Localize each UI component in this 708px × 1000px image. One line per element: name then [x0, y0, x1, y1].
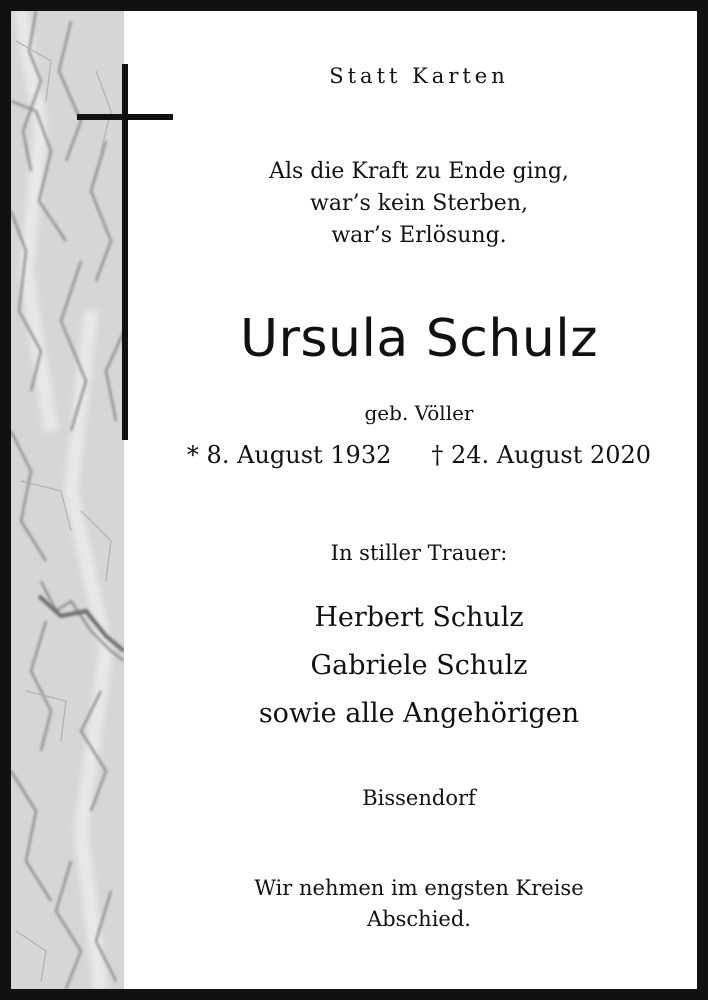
deceased-name: Ursula Schulz	[239, 309, 599, 369]
marble-side-panel	[11, 11, 124, 989]
quote-line: Als die Kraft zu Ende ging,	[269, 159, 569, 184]
mourner-name: Gabriele Schulz	[310, 650, 528, 681]
closing-line: Abschied.	[367, 907, 471, 931]
cross-icon-vertical-bar	[122, 64, 128, 440]
maiden-name: geb. Völler	[364, 401, 474, 425]
mourner-name: Herbert Schulz	[314, 602, 524, 633]
mourner-name: sowie alle Angehörigen	[258, 698, 580, 729]
notice-content	[141, 11, 697, 989]
quote-line: war’s kein Sterben,	[309, 191, 528, 216]
closing-line: Wir nehmen im engsten Kreise	[254, 876, 584, 900]
quote-block	[141, 156, 697, 252]
place-name: Bissendorf	[362, 786, 476, 810]
notice-heading: Statt Karten	[329, 64, 509, 88]
mourners-list	[141, 594, 697, 738]
closing-note	[141, 873, 697, 935]
marble-texture	[11, 11, 124, 989]
life-dates	[141, 441, 697, 469]
mourning-label: In stiller Trauer:	[330, 541, 508, 565]
death-date: † 24. August 2020	[431, 441, 652, 469]
birth-date: * 8. August 1932	[186, 441, 392, 469]
quote-line: war’s Erlösung.	[331, 223, 507, 248]
